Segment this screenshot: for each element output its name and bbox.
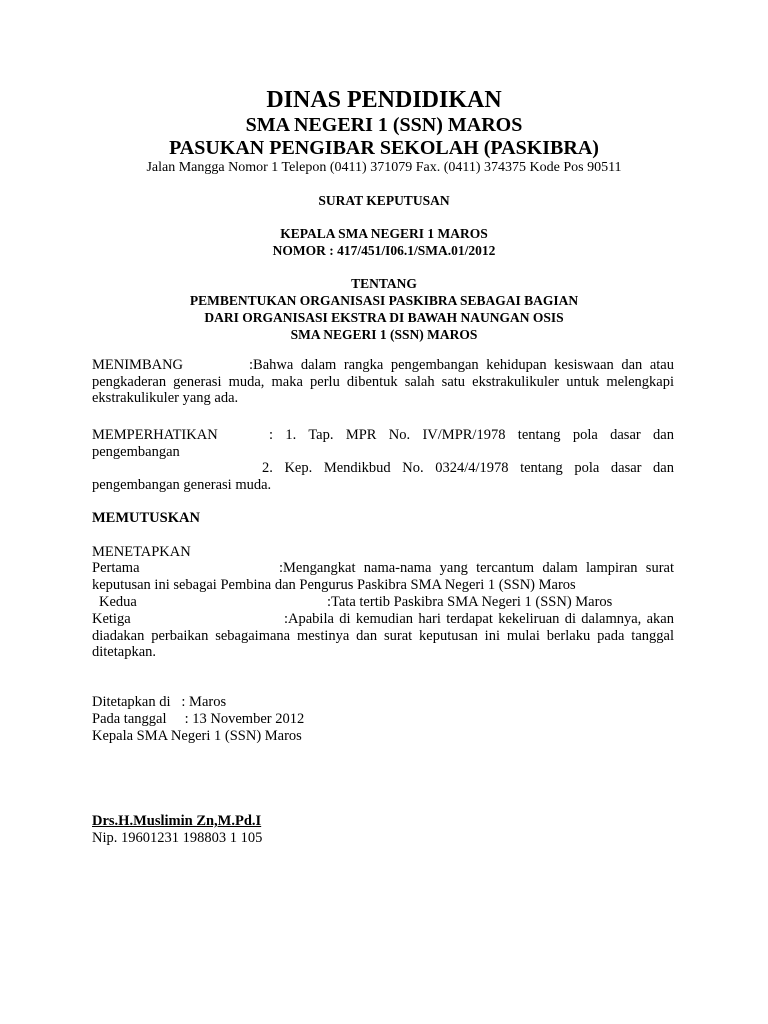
menetapkan-pertama [92, 560, 674, 593]
memperhatikan-item-2 [92, 460, 674, 493]
header-unit: PASUKAN PENGIBAR SEKOLAH (PASKIBRA) [169, 137, 599, 159]
menimbang-section [92, 357, 674, 407]
signer-name: Drs.H.Muslimin Zn,M.Pd.I [92, 813, 262, 829]
kedua-text: :Tata tertib Paskibra SMA Negeri 1 (SSN) Maros [327, 594, 613, 610]
doc-subject-line-3: SMA NEGERI 1 (SSN) MAROS [290, 327, 478, 342]
header-school: SMA NEGERI 1 (SSN) MAROS [245, 114, 523, 136]
kedua-label: Kedua [99, 594, 137, 610]
doc-number: NOMOR : 417/451/I06.1/SMA.01/2012 [272, 243, 496, 258]
header-address: Jalan Mangga Nomor 1 Telepon (0411) 371079 Fax. (0411) 374375 Kode Pos 90511 [146, 160, 622, 175]
menimbang-text: :Bahwa dalam rangka pengembangan kehidupan kesiswaan dan atau pengkaderan generasi muda, maka perlu dibentuk salah satu ekstrakulikuler untuk melengkapi ekstrakulikuler yang ada. [92, 357, 674, 406]
menetapkan-label: MENETAPKAN [92, 544, 191, 560]
doc-issuer: KEPALA SMA NEGERI 1 MAROS [280, 226, 488, 241]
pertama-text: :Mengangkat nama-nama yang tercantum dalam lampiran surat keputusan ini sebagai Pembina dan Pengurus Paskibra SMA Negeri 1 (SSN) Maros [92, 560, 674, 593]
memutuskan-heading: MEMUTUSKAN [92, 510, 200, 526]
doc-subject-line-2: DARI ORGANISASI EKSTRA DI BAWAH NAUNGAN OSIS [204, 310, 564, 325]
pertama-label: Pertama [92, 560, 140, 576]
doc-subject-line-1: PEMBENTUKAN ORGANISASI PASKIBRA SEBAGAI BAGIAN [189, 293, 579, 308]
doc-type: SURAT KEPUTUSAN [318, 193, 450, 208]
ketiga-label: Ketiga [92, 611, 131, 627]
menimbang-label: MENIMBANG [92, 357, 184, 373]
place-line: Ditetapkan di : Maros [92, 694, 227, 710]
doc-about: TENTANG [351, 276, 417, 291]
menetapkan-ketiga [92, 611, 674, 661]
ketiga-text: :Apabila di kemudian hari terdapat kekeliruan di dalamnya, akan diadakan perbaikan sebagaimana mestinya dan surat keputusan ini mulai berlaku pada tanggal ditetapkan. [92, 611, 674, 660]
memperhatikan-label: MEMPERHATIKAN [92, 427, 218, 443]
memperhatikan-item-2-text: 2. Kep. Mendikbud No. 0324/4/1978 tentang pola dasar dan pengembangan generasi muda. [92, 460, 674, 493]
date-line: Pada tanggal : 13 November 2012 [92, 711, 305, 727]
memperhatikan-item-1-text: : 1. Tap. MPR No. IV/MPR/1978 tentang pola dasar dan pengembangan [92, 427, 674, 460]
memperhatikan-item-1 [92, 427, 674, 460]
signer-nip: Nip. 19601231 198803 1 105 [92, 830, 263, 846]
header-agency: DINAS PENDIDIKAN [266, 87, 502, 113]
position-line: Kepala SMA Negeri 1 (SSN) Maros [92, 728, 302, 744]
